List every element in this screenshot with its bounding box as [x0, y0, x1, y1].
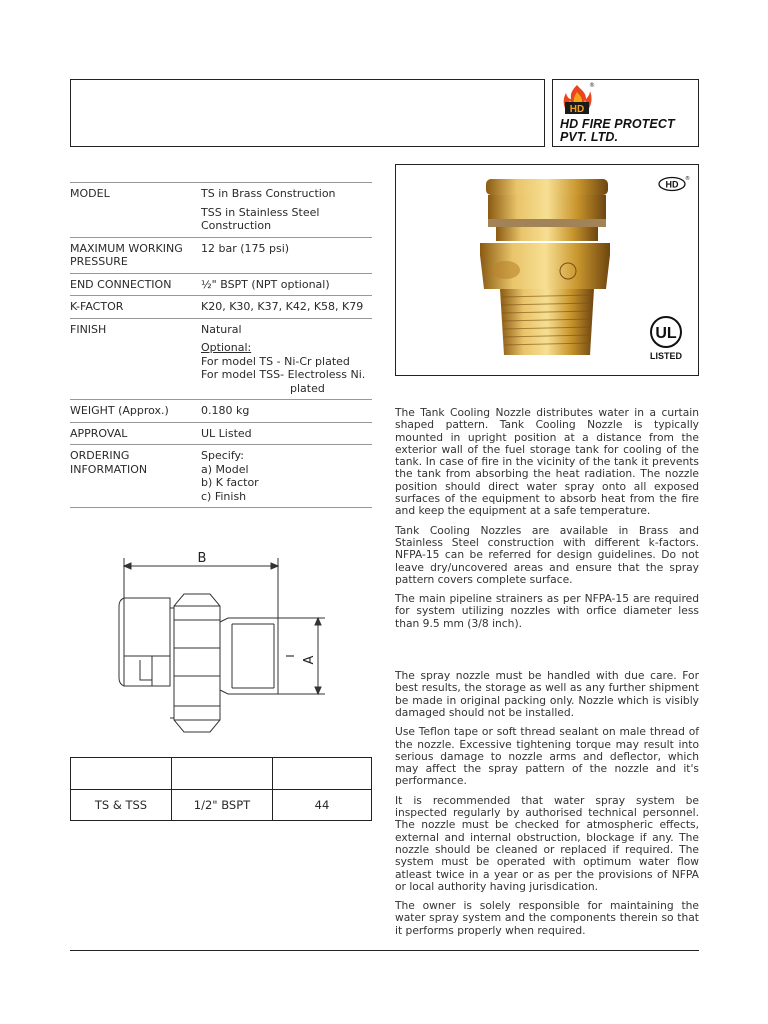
- company-logo: [552, 79, 699, 147]
- spec-value-line: c) Finish: [201, 489, 247, 503]
- spec-value-line: b) K factor: [201, 476, 259, 489]
- description-text: [395, 407, 699, 937]
- table-cell-model: TS & TSS: [71, 790, 172, 821]
- spec-row-finish: [70, 319, 372, 401]
- spec-value: [201, 242, 372, 269]
- svg-text:UL: UL: [655, 325, 677, 342]
- svg-text:HD: HD: [665, 179, 679, 190]
- svg-text:HD: HD: [569, 104, 585, 115]
- dimension-label-a: A: [302, 655, 317, 665]
- spec-value: [201, 278, 372, 292]
- spec-table: [70, 182, 372, 508]
- spec-value-line: 0.180 kg: [201, 404, 250, 417]
- spec-value-line: TSS in Stainless Steel: [201, 205, 320, 219]
- product-photo-panel: [395, 164, 699, 376]
- spec-label: END CONNECTION: [70, 277, 172, 291]
- spec-value: [201, 427, 372, 441]
- spec-label: WEIGHT (Approx.): [70, 404, 169, 417]
- nozzle-dimension-drawing: [110, 548, 350, 738]
- svg-text:LISTED: LISTED: [649, 351, 683, 361]
- table-header-cell: [172, 758, 273, 790]
- description-paragraph: Use Teflon tape or soft thread sealant on male thread of the nozzle. Excessive tightening torque may result into serious damage to nozzle arms and deflector, which may affect the spray pattern of the nozzle and it's performance.: [395, 725, 699, 788]
- spec-value: [201, 404, 372, 418]
- table-cell-connection: 1/2" BSPT: [172, 790, 273, 821]
- dimension-label-b: B: [197, 551, 207, 566]
- spec-value: [201, 187, 372, 233]
- spec-value-line: plated: [290, 381, 325, 395]
- spec-value: [201, 323, 372, 396]
- description-paragraph: It is recommended that water spray system be inspected regularly by authorised technical personnel. The nozzle must be checked for atmospheric effects, external and internal obstruction, blockage if any. The nozzle should be cleaned or replaced if required. The system must be operated with optimum water flow atleast twice in a year or as per the provisions of NFPA or local authority having jurisdication.: [395, 793, 699, 893]
- spec-value-line: Construction: [201, 219, 272, 232]
- spec-value-line: For model TS - Ni-Cr plated: [201, 354, 350, 368]
- registered-mark: ®: [589, 82, 595, 89]
- spec-row-pressure: [70, 238, 372, 274]
- spec-value-line: Natural: [201, 322, 242, 336]
- spec-value-line: Specify:: [201, 449, 244, 462]
- footer-divider: [70, 950, 699, 951]
- spec-label: FINISH: [70, 322, 107, 336]
- company-name-line1: HD FIRE PROTECT: [560, 117, 675, 131]
- company-name-line2: PVT. LTD.: [560, 130, 619, 144]
- svg-text:®: ®: [685, 176, 690, 182]
- spec-row-weight: [70, 400, 372, 423]
- spec-value-line: 12 bar (175 psi): [201, 241, 290, 255]
- description-paragraph: Tank Cooling Nozzles are available in Brass and Stainless Steel construction with different k-factors. NFPA-15 can be referred for design guidelines. Do not leave dry/uncovered areas and ensure that the spray pattern covers complete surface.: [395, 523, 699, 586]
- table-row: [71, 790, 372, 821]
- description-paragraph: The owner is solely responsible for maintaining the water spray system and the components therein so that it performs properly when required.: [395, 899, 699, 937]
- spec-row-ordering: [70, 445, 372, 508]
- spec-row-end-connection: [70, 274, 372, 297]
- spec-value-line: K20, K30, K37, K42, K58, K79: [201, 300, 364, 313]
- hd-badge-icon: [658, 175, 688, 191]
- spec-value-line: ½" BSPT (NPT optional): [201, 277, 330, 291]
- spec-value-line: TS in Brass Construction: [201, 187, 336, 200]
- title-box: [70, 79, 545, 147]
- table-header-cell: [71, 758, 172, 790]
- table-header-row: [71, 758, 372, 790]
- table-cell-dimension: 44: [273, 790, 372, 821]
- spec-row-k-factor: [70, 296, 372, 319]
- spec-value-line: Optional:: [201, 341, 252, 354]
- spec-value-line: a) Model: [201, 462, 249, 476]
- spec-label: MODEL: [70, 187, 110, 200]
- spec-value: [201, 449, 372, 503]
- spec-value-line: UL Listed: [201, 426, 252, 440]
- spec-row-model: [70, 183, 372, 238]
- spec-label: APPROVAL: [70, 426, 128, 440]
- spec-value: [201, 300, 372, 314]
- table-header-cell: [273, 758, 372, 790]
- description-paragraph: The main pipeline strainers as per NFPA-15 are required for system utilizing nozzles with orfice diameter less than 9.5 mm (3/8 inch).: [395, 592, 699, 630]
- description-paragraph: The spray nozzle must be handled with due care. For best results, the storage as well as any further shipment be made in original packing only. Nozzle which is visibly damaged should not be installed.: [395, 669, 699, 719]
- spec-value-line: For model TSS- Electroless Ni.: [201, 368, 366, 381]
- ul-listed-icon: [649, 315, 683, 363]
- description-paragraph: The Tank Cooling Nozzle distributes water in a curtain shaped pattern. Tank Cooling Nozzle is typically mounted in upright position at a distance from the exterior wall of the fuel storage tank for cooling of the tank. In case of fire in the vicinity of the tank it prevents the tank from absorbing the heat radiation. The nozzle position should direct water spray onto all exposed surfaces of the equipment to absorb heat from the fire and keep the equipment at a safe temperature.: [395, 406, 699, 518]
- dimension-table: [70, 757, 372, 821]
- spec-label: ORDERING INFORMATION: [70, 449, 148, 476]
- spec-row-approval: [70, 423, 372, 446]
- spec-label: MAXIMUM WORKING PRESSURE: [70, 241, 183, 268]
- spec-label: K-FACTOR: [70, 300, 124, 313]
